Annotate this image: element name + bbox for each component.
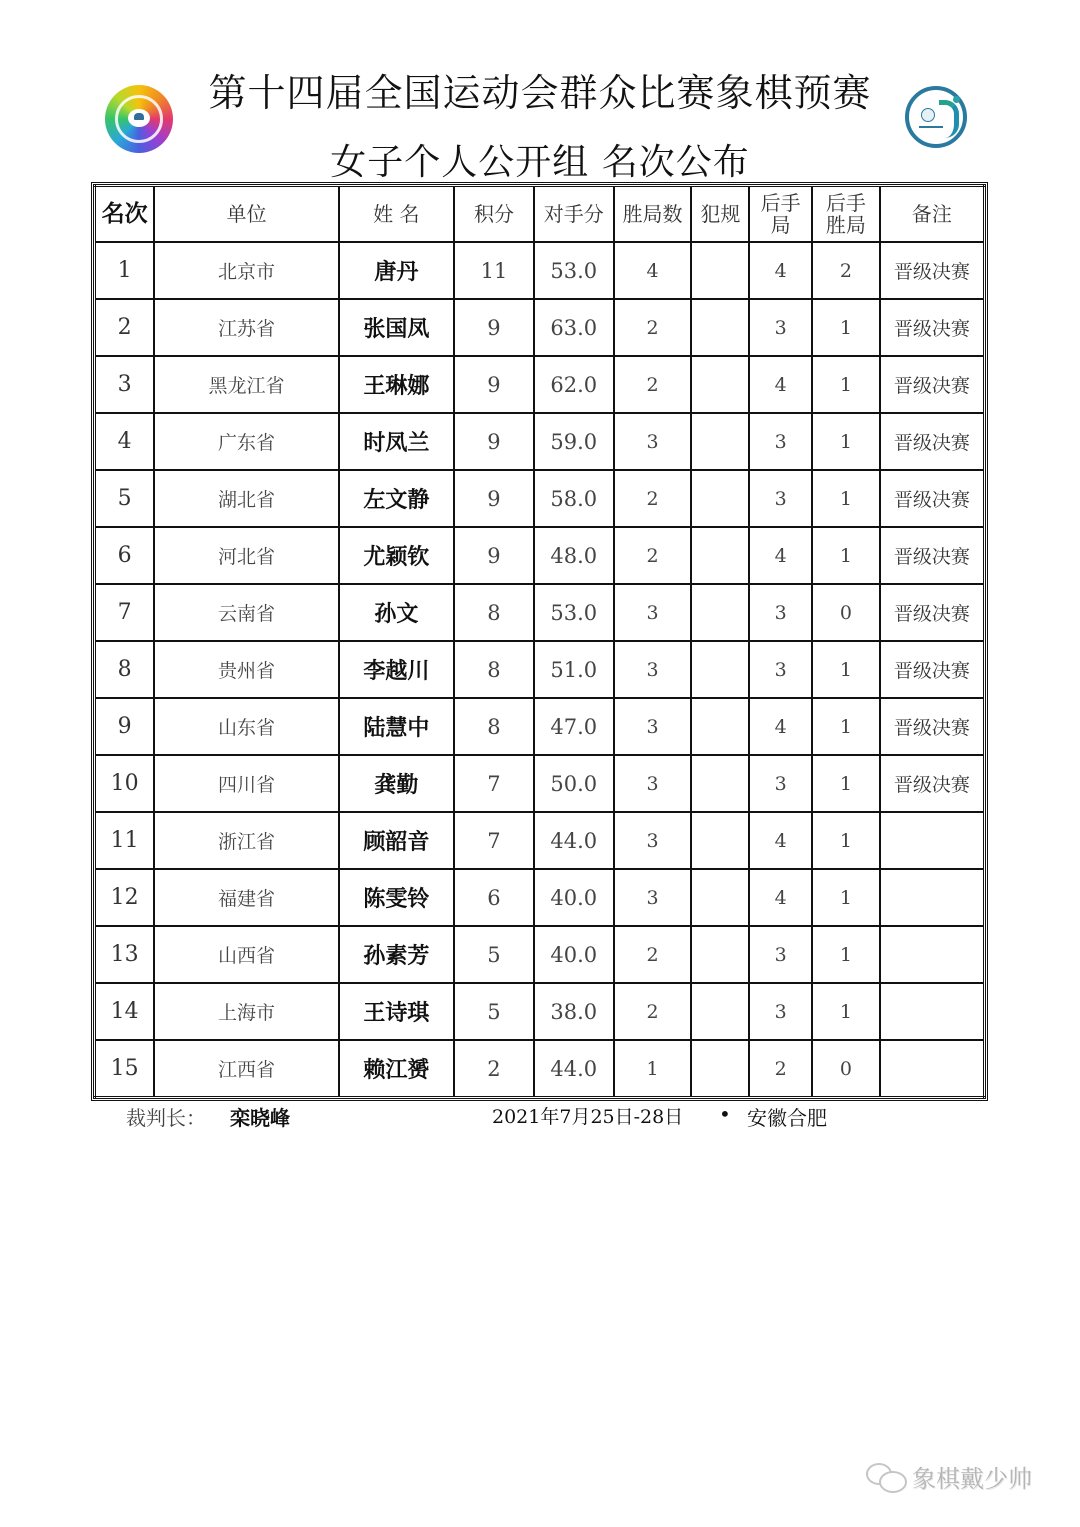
cell-second-games: 4 <box>749 356 812 413</box>
header-name: 姓 名 <box>339 186 455 243</box>
cell-name: 孙素芳 <box>339 926 455 983</box>
cell-unit: 福建省 <box>154 869 338 926</box>
cell-wins: 2 <box>614 356 692 413</box>
table-row <box>95 869 985 926</box>
referee-label: 裁判长： <box>126 1106 206 1130</box>
cell-note: 晋级决赛 <box>880 527 985 584</box>
cell-note: 晋级决赛 <box>880 641 985 698</box>
watermark-text: 象棋戴少帅 <box>912 1464 1032 1493</box>
cell-second-games: 4 <box>749 527 812 584</box>
table-header-row <box>95 186 985 243</box>
cell-name: 唐丹 <box>339 242 455 299</box>
cell-rank: 1 <box>95 242 155 299</box>
cell-second-wins: 1 <box>812 869 880 926</box>
table-row <box>95 470 985 527</box>
cell-second-games: 3 <box>749 926 812 983</box>
cell-unit: 山东省 <box>154 698 338 755</box>
table-row <box>95 812 985 869</box>
cell-second-games: 3 <box>749 299 812 356</box>
cell-rank: 13 <box>95 926 155 983</box>
cell-rank: 8 <box>95 641 155 698</box>
header-wins: 胜局数 <box>614 186 692 243</box>
cell-second-wins: 2 <box>812 242 880 299</box>
cell-unit: 山西省 <box>154 926 338 983</box>
cell-note: 晋级决赛 <box>880 584 985 641</box>
cell-unit: 河北省 <box>154 527 338 584</box>
table-row <box>95 983 985 1040</box>
cell-fouls <box>691 926 749 983</box>
cell-points: 9 <box>454 356 534 413</box>
cell-unit: 北京市 <box>154 242 338 299</box>
cell-points: 7 <box>454 812 534 869</box>
header-second-games: 后手 局 <box>749 186 812 243</box>
cell-note: 晋级决赛 <box>880 299 985 356</box>
cell-fouls <box>691 698 749 755</box>
cell-note <box>880 926 985 983</box>
cell-fouls <box>691 470 749 527</box>
cell-second-wins: 1 <box>812 641 880 698</box>
cell-second-games: 4 <box>749 242 812 299</box>
cell-name: 赖江赟 <box>339 1040 455 1098</box>
cell-note: 晋级决赛 <box>880 356 985 413</box>
cell-second-games: 3 <box>749 413 812 470</box>
separator: • <box>719 1102 731 1126</box>
header-unit: 单位 <box>154 186 338 243</box>
cell-wins: 2 <box>614 299 692 356</box>
cell-opp-points: 47.0 <box>534 698 614 755</box>
page-title: 第十四届全国运动会群众比赛象棋预赛 <box>208 71 872 115</box>
table-row <box>95 299 985 356</box>
cell-opp-points: 38.0 <box>534 983 614 1040</box>
cell-second-wins: 1 <box>812 356 880 413</box>
cell-points: 9 <box>454 527 534 584</box>
cell-fouls <box>691 356 749 413</box>
event-location: 安徽合肥 <box>747 1106 827 1130</box>
cell-second-wins: 1 <box>812 413 880 470</box>
cell-note: 晋级决赛 <box>880 698 985 755</box>
cell-rank: 5 <box>95 470 155 527</box>
cell-wins: 2 <box>614 926 692 983</box>
cell-name: 陈雯铃 <box>339 869 455 926</box>
cell-name: 李越川 <box>339 641 455 698</box>
watermark <box>866 1456 1032 1496</box>
cell-wins: 3 <box>614 641 692 698</box>
cell-opp-points: 53.0 <box>534 242 614 299</box>
cell-rank: 7 <box>95 584 155 641</box>
header-note: 备注 <box>880 186 985 243</box>
cell-opp-points: 53.0 <box>534 584 614 641</box>
cell-name: 龚勤 <box>339 755 455 812</box>
cell-opp-points: 50.0 <box>534 755 614 812</box>
cell-rank: 12 <box>95 869 155 926</box>
cell-fouls <box>691 527 749 584</box>
cell-fouls <box>691 641 749 698</box>
cell-rank: 10 <box>95 755 155 812</box>
cell-wins: 3 <box>614 413 692 470</box>
cell-second-games: 4 <box>749 869 812 926</box>
cell-fouls <box>691 413 749 470</box>
cell-points: 11 <box>454 242 534 299</box>
cell-second-wins: 1 <box>812 698 880 755</box>
cell-opp-points: 40.0 <box>534 926 614 983</box>
cell-name: 左文静 <box>339 470 455 527</box>
cell-wins: 3 <box>614 869 692 926</box>
cell-points: 5 <box>454 983 534 1040</box>
header-rank: 名次 <box>95 186 155 243</box>
cell-second-wins: 1 <box>812 527 880 584</box>
table-row <box>95 698 985 755</box>
cell-fouls <box>691 869 749 926</box>
cell-points: 2 <box>454 1040 534 1098</box>
cell-rank: 14 <box>95 983 155 1040</box>
cell-fouls <box>691 755 749 812</box>
cell-opp-points: 48.0 <box>534 527 614 584</box>
cell-note <box>880 869 985 926</box>
cell-note: 晋级决赛 <box>880 413 985 470</box>
cell-second-games: 3 <box>749 983 812 1040</box>
cell-unit: 广东省 <box>154 413 338 470</box>
cell-rank: 6 <box>95 527 155 584</box>
cell-note <box>880 983 985 1040</box>
cell-opp-points: 44.0 <box>534 812 614 869</box>
results-table <box>93 184 986 1099</box>
cell-second-wins: 1 <box>812 470 880 527</box>
cell-wins: 3 <box>614 812 692 869</box>
cell-wins: 4 <box>614 242 692 299</box>
cell-name: 顾韶音 <box>339 812 455 869</box>
cell-points: 5 <box>454 926 534 983</box>
table-row <box>95 926 985 983</box>
cell-points: 9 <box>454 413 534 470</box>
cell-name: 孙文 <box>339 584 455 641</box>
cell-unit: 贵州省 <box>154 641 338 698</box>
cell-wins: 2 <box>614 470 692 527</box>
cell-opp-points: 63.0 <box>534 299 614 356</box>
cell-points: 8 <box>454 584 534 641</box>
cell-note <box>880 1040 985 1098</box>
cell-unit: 湖北省 <box>154 470 338 527</box>
cell-second-wins: 1 <box>812 926 880 983</box>
cell-note: 晋级决赛 <box>880 242 985 299</box>
cell-rank: 2 <box>95 299 155 356</box>
cell-second-games: 2 <box>749 1040 812 1098</box>
table-row <box>95 413 985 470</box>
cell-rank: 11 <box>95 812 155 869</box>
cell-fouls <box>691 242 749 299</box>
wechat-icon <box>866 1461 906 1491</box>
cell-points: 9 <box>454 470 534 527</box>
cell-unit: 江苏省 <box>154 299 338 356</box>
cell-fouls <box>691 584 749 641</box>
table-row <box>95 356 985 413</box>
table-row <box>95 584 985 641</box>
cell-rank: 9 <box>95 698 155 755</box>
cell-name: 王琳娜 <box>339 356 455 413</box>
cell-points: 7 <box>454 755 534 812</box>
cell-opp-points: 40.0 <box>534 869 614 926</box>
cell-name: 时凤兰 <box>339 413 455 470</box>
cell-unit: 浙江省 <box>154 812 338 869</box>
cell-rank: 3 <box>95 356 155 413</box>
cell-unit: 上海市 <box>154 983 338 1040</box>
cell-points: 9 <box>454 299 534 356</box>
cell-wins: 2 <box>614 983 692 1040</box>
cell-second-games: 4 <box>749 812 812 869</box>
header-second-wins: 后手 胜局 <box>812 186 880 243</box>
cell-second-games: 4 <box>749 698 812 755</box>
cell-points: 8 <box>454 641 534 698</box>
cell-wins: 2 <box>614 527 692 584</box>
cell-unit: 黑龙江省 <box>154 356 338 413</box>
header-points: 积分 <box>454 186 534 243</box>
cell-second-games: 3 <box>749 641 812 698</box>
cell-note: 晋级决赛 <box>880 470 985 527</box>
table-row <box>95 1040 985 1098</box>
cell-unit: 四川省 <box>154 755 338 812</box>
cell-second-games: 3 <box>749 470 812 527</box>
cell-points: 8 <box>454 698 534 755</box>
cell-name: 王诗琪 <box>339 983 455 1040</box>
cell-opp-points: 51.0 <box>534 641 614 698</box>
cell-unit: 江西省 <box>154 1040 338 1098</box>
table-row <box>95 527 985 584</box>
cell-unit: 云南省 <box>154 584 338 641</box>
cell-note: 晋级决赛 <box>880 755 985 812</box>
cell-name: 尤颖钦 <box>339 527 455 584</box>
cell-opp-points: 44.0 <box>534 1040 614 1098</box>
cell-wins: 3 <box>614 698 692 755</box>
table-row <box>95 242 985 299</box>
cell-wins: 3 <box>614 584 692 641</box>
cell-rank: 15 <box>95 1040 155 1098</box>
cell-fouls <box>691 1040 749 1098</box>
cell-second-games: 3 <box>749 584 812 641</box>
cell-note <box>880 812 985 869</box>
cell-points: 6 <box>454 869 534 926</box>
header-fouls: 犯规 <box>691 186 749 243</box>
cell-second-wins: 1 <box>812 755 880 812</box>
cell-second-wins: 0 <box>812 1040 880 1098</box>
cell-wins: 3 <box>614 755 692 812</box>
cell-second-wins: 1 <box>812 299 880 356</box>
cell-rank: 4 <box>95 413 155 470</box>
cell-fouls <box>691 983 749 1040</box>
header-opp-points: 对手分 <box>534 186 614 243</box>
referee-name: 栾晓峰 <box>230 1106 290 1130</box>
event-date: 2021年7月25日-28日 <box>492 1106 684 1128</box>
footer <box>0 1102 1080 1132</box>
cell-name: 陆慧中 <box>339 698 455 755</box>
cell-opp-points: 59.0 <box>534 413 614 470</box>
cell-name: 张国凤 <box>339 299 455 356</box>
cell-wins: 1 <box>614 1040 692 1098</box>
cell-second-wins: 1 <box>812 983 880 1040</box>
cell-opp-points: 62.0 <box>534 356 614 413</box>
cell-opp-points: 58.0 <box>534 470 614 527</box>
cell-fouls <box>691 299 749 356</box>
page-subtitle: 女子个人公开组 名次公布 <box>330 142 750 183</box>
cell-second-wins: 0 <box>812 584 880 641</box>
cell-second-wins: 1 <box>812 812 880 869</box>
cell-fouls <box>691 812 749 869</box>
table-row <box>95 755 985 812</box>
table-row <box>95 641 985 698</box>
cell-second-games: 3 <box>749 755 812 812</box>
